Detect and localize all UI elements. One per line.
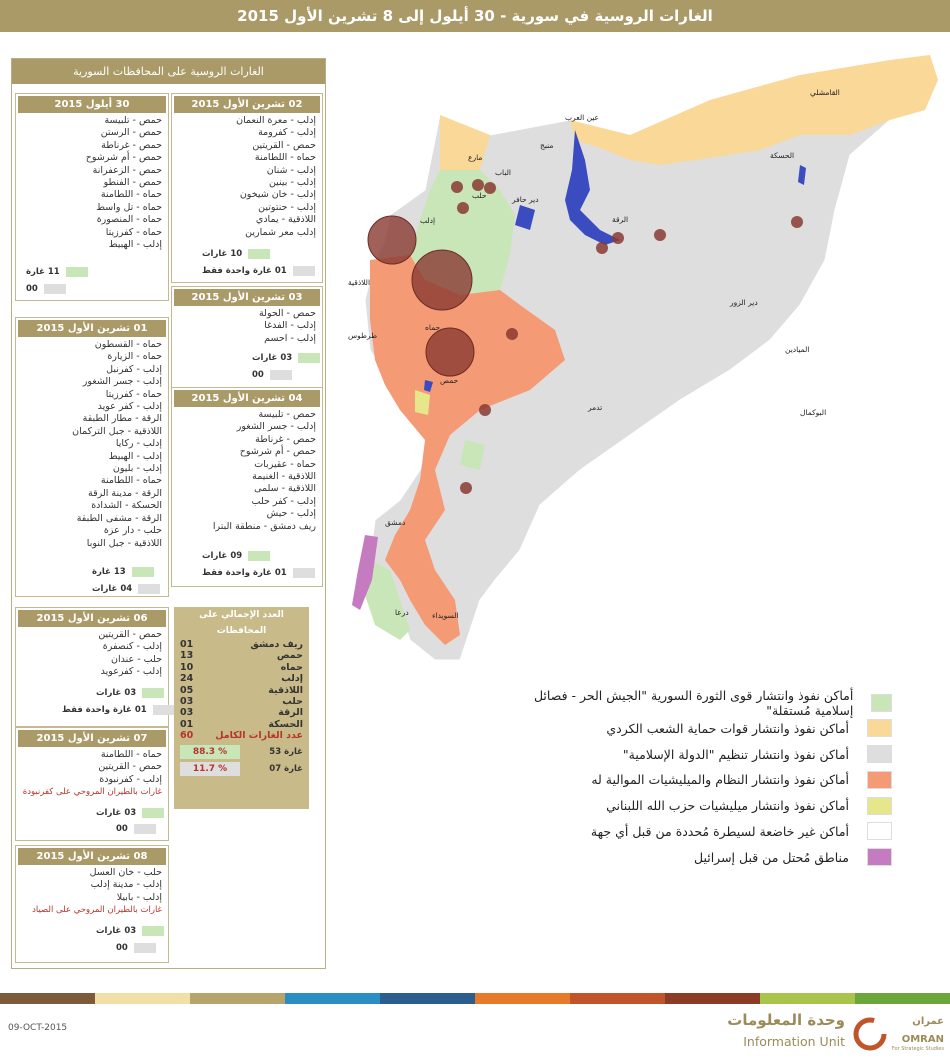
- totals-value: 13: [180, 650, 194, 662]
- map-legend: [520, 687, 892, 871]
- day-oct01: [15, 317, 169, 597]
- totals-governorate: حماه: [280, 661, 303, 673]
- totals-governorate: الحسكة: [268, 718, 303, 730]
- legend-swatch: [867, 848, 892, 866]
- strike-location: حماه - اللطامنة: [100, 749, 162, 760]
- strike-count: 03 غارات: [96, 688, 164, 698]
- city-latakia: اللاذقية: [348, 278, 371, 287]
- strike-location: الرقة - مدينة الرقة: [88, 487, 162, 499]
- strike-location: حمص - أم شرشوح: [85, 152, 162, 164]
- strike-location: إدلب - كفرنبل: [106, 363, 162, 375]
- logo-subtitle: For Strategic Studies: [891, 1046, 944, 1052]
- strike-location: حمص - الحولة: [258, 308, 316, 319]
- city-deirhafer: دير حافر: [512, 195, 539, 204]
- strike-dot: [654, 229, 666, 241]
- legend-swatch: [867, 822, 892, 840]
- syria-map: [330, 40, 940, 675]
- legend-item: [520, 793, 892, 818]
- day-header: 30 أيلول 2015: [18, 96, 166, 113]
- totals-value: 03: [180, 707, 194, 719]
- city-idlib: إدلب: [420, 216, 436, 225]
- totals-governorate: إدلب: [281, 673, 303, 685]
- legend-swatch: [871, 694, 892, 712]
- totals-row: [174, 685, 309, 696]
- strike-count: 03 غارات: [252, 353, 320, 363]
- swatch-green: [248, 249, 270, 259]
- strike-circle-homs: [426, 328, 474, 376]
- totals-value: 01: [180, 639, 194, 650]
- strike-location: حمص - غرناطة: [101, 139, 162, 151]
- strike-location: حمص - أم شرشوح: [239, 446, 316, 458]
- legend-swatch: [867, 719, 892, 737]
- strike-location: اللاذقية - جبل النوبا: [86, 537, 162, 549]
- city-raqqa: الرقة: [612, 215, 629, 224]
- strike-location: الرقة - مشفى الطبقة: [76, 512, 162, 524]
- swatch-gray: [293, 266, 315, 276]
- strike-location: إدلب - مدينة إدلب: [90, 879, 162, 891]
- stripe: [570, 993, 665, 1004]
- strike-list: [172, 115, 322, 239]
- strike-location: إدلب - ركايا: [115, 438, 162, 450]
- totals-row: [174, 707, 309, 718]
- strike-location: إدلب - كفرنبودة: [99, 773, 162, 785]
- strike-dot: [791, 216, 803, 228]
- strike-dot: [451, 181, 463, 193]
- strike-dot: [612, 232, 624, 244]
- strike-location: إدلب - كفرومة: [258, 127, 316, 139]
- strike-location: إدلب - معرة النعمان: [236, 115, 316, 126]
- totals-value: 10: [180, 661, 194, 673]
- swatch-gray: [138, 584, 160, 594]
- totals-governorate: حلب: [282, 696, 303, 708]
- stripe: [380, 993, 475, 1004]
- strike-dot: [506, 328, 518, 340]
- strike-count-other: 00: [116, 824, 156, 834]
- strike-count: 10 غارات: [202, 249, 270, 259]
- strike-location: حماه - تل واسط: [96, 201, 162, 213]
- legend-item: [520, 716, 892, 741]
- strike-location: إدلب - خان شيخون: [239, 189, 316, 201]
- city-hasakah: الحسكة: [770, 151, 795, 160]
- strike-location: حماه - المنصورة: [96, 214, 162, 226]
- strike-list: [16, 339, 168, 550]
- totals-governorate: حمص: [276, 650, 303, 662]
- totals-value: 01: [180, 718, 194, 730]
- strike-location: حمص - الرستن: [100, 127, 162, 139]
- city-mayadin: الميادين: [785, 345, 810, 354]
- strike-location: حمص - الزعفرانة: [92, 164, 162, 176]
- city-tartus: طرطوس: [348, 331, 378, 340]
- strike-location: حماه - عقيربات: [254, 458, 316, 470]
- legend-label: أماكن نفوذ وانتشار ميليشيات حزب الله اللبناني: [606, 798, 849, 814]
- strikes-panel: [11, 58, 326, 969]
- strike-location: إدلب - احسم: [264, 332, 316, 344]
- city-aleppo: حلب: [472, 191, 487, 200]
- city-hama: حماه: [425, 323, 441, 332]
- totals-row: [174, 639, 309, 650]
- stripe: [95, 993, 190, 1004]
- totals-row: [174, 696, 309, 707]
- strike-count: 13 غارة: [92, 567, 154, 577]
- strike-location: إدلب - كفرعويد: [100, 666, 162, 678]
- city-manbij: منبج: [540, 141, 554, 150]
- city-homs: حمص: [440, 376, 459, 385]
- strike-count: 11 غارة: [26, 267, 88, 277]
- logo-text-en: OMRAN: [901, 1034, 944, 1045]
- strike-dot: [596, 242, 608, 254]
- strike-location: ريف دمشق - منطقة البترا: [212, 520, 316, 532]
- totals-row: [174, 662, 309, 673]
- strike-location: حلب - عندان: [111, 653, 162, 665]
- omran-logo-icon: [852, 1016, 888, 1052]
- strike-location: حمص - تلبيسة: [258, 409, 316, 420]
- strike-dot: [460, 482, 472, 494]
- totals-row: [174, 719, 309, 730]
- helicopter-note: غارات بالطيران المروحي على الصياد: [32, 905, 162, 916]
- strike-location: إدلب - جسر الشغور: [82, 376, 162, 388]
- strike-dot: [472, 179, 484, 191]
- city-palmyra: تدمر: [588, 403, 603, 412]
- strike-location: حمص - القريتين: [98, 629, 162, 640]
- swatch-gray: [153, 705, 175, 715]
- day-header: 07 تشرين الأول 2015: [18, 730, 166, 747]
- strike-location: إدلب - شنان: [266, 164, 316, 176]
- totals-row: [174, 673, 309, 684]
- strike-location: حماه - اللطامنة: [100, 475, 162, 487]
- swatch-gray: [270, 370, 292, 380]
- totals-row: [174, 650, 309, 661]
- city-deirzor: دير الزور: [730, 298, 758, 307]
- strike-count-other: 01 غارة واحدة فقط: [202, 568, 315, 578]
- legend-label: أماكن نفوذ وانتشار تنظيم "الدولة الإسلامية": [622, 746, 849, 762]
- legend-label: مناطق مُحتل من قبل إسرائيل: [693, 849, 849, 865]
- swatch-gray: [134, 824, 156, 834]
- totals-value: 05: [180, 684, 194, 696]
- kurdish-region: [570, 55, 938, 165]
- totals-header: العدد الإجمالي على المحافظات: [199, 610, 284, 636]
- strike-location: حمص - القريتين: [98, 761, 162, 773]
- legend-swatch: [867, 797, 892, 815]
- city-marea: مارع: [468, 153, 483, 162]
- strike-location: اللاذقية - الغنيمة: [252, 471, 316, 483]
- strike-list: [16, 867, 168, 904]
- stripe: [855, 993, 950, 1004]
- swatch-green: [298, 353, 320, 363]
- totals-value: 03: [180, 696, 194, 708]
- strike-location: حماه - اللطامنة: [100, 189, 162, 201]
- stripe: [760, 993, 855, 1004]
- legend-label: أماكن نفوذ وانتشار قوى الثورة السورية "الجيش الحر - فصائل إسلامية مُستقلة": [533, 687, 854, 718]
- strike-list: [172, 409, 322, 533]
- swatch-green: [142, 926, 164, 936]
- city-damascus: دمشق: [385, 518, 406, 527]
- strike-location: حمص - تلبيسة: [104, 115, 162, 126]
- strike-list: [16, 115, 168, 251]
- strike-location: إدلب - الفدغا: [264, 320, 316, 332]
- strike-dot: [457, 202, 469, 214]
- strike-circle-hama: [412, 250, 472, 310]
- color-stripes: [0, 993, 950, 1004]
- strike-location: إدلب - جسر الشغور: [236, 421, 316, 433]
- legend-item: [520, 742, 892, 767]
- city-daraa: درعا: [395, 608, 409, 617]
- strike-location: إدلب - الهبيط: [108, 450, 162, 462]
- strike-location: الحسكة - الشدادة: [91, 500, 162, 512]
- swatch-green: [248, 551, 270, 561]
- strike-count-other: 00: [252, 370, 292, 380]
- totals-value: 24: [180, 673, 194, 685]
- footer-branding: [710, 1006, 950, 1061]
- panel-title: الغارات الروسية على المحافظات السورية: [12, 59, 325, 84]
- day-header: 01 تشرين الأول 2015: [18, 320, 166, 337]
- strike-location: حمص - غرناطة: [255, 433, 316, 445]
- strike-list: [172, 308, 322, 345]
- strike-count-other: 00: [26, 284, 66, 294]
- strike-location: إدلب - الهبيط: [108, 239, 162, 251]
- strike-count: 09 غارات: [202, 551, 270, 561]
- city-qamishli: القامشلي: [810, 88, 840, 97]
- swatch-green: [66, 267, 88, 277]
- pct-value: 88.3 %: [180, 745, 240, 759]
- strike-count: 03 غارات: [96, 926, 164, 936]
- strike-location: حماه - كفرزيتا: [105, 226, 162, 238]
- totals-box: [174, 607, 309, 809]
- day-header: 06 تشرين الأول 2015: [18, 610, 166, 627]
- pct-count: 53 غارة: [269, 746, 303, 757]
- strike-count-other: 04 غارات: [92, 584, 160, 594]
- totals-rows: [174, 639, 309, 730]
- swatch-green: [132, 567, 154, 577]
- strike-location: إدلب - بينين: [268, 177, 316, 189]
- strike-location: حلب - خان العسل: [89, 867, 162, 878]
- pct-count: 07 غارة: [269, 763, 303, 774]
- totals-total-row: [174, 730, 309, 741]
- swatch-green: [142, 808, 164, 818]
- totals-governorate: اللاذقية: [268, 684, 303, 696]
- strike-location: حماه - الزيارة: [107, 351, 162, 363]
- strike-location: إدلب معر شمارين: [245, 226, 316, 238]
- total-label: عدد الغارات الكامل: [215, 730, 303, 742]
- strike-count: 03 غارات: [96, 808, 164, 818]
- strike-location: اللاذقية - سلمى: [254, 483, 316, 495]
- stripe: [190, 993, 285, 1004]
- pct-row: [174, 745, 309, 759]
- logo-text-ar: عمران: [912, 1016, 944, 1027]
- publish-date: 09-OCT-2015: [8, 1023, 68, 1033]
- helicopter-note: غارات بالطيران المروحي على كفرنبودة: [22, 787, 162, 798]
- strike-location: إدلب - كنصفرة: [102, 641, 162, 653]
- day-header: 03 تشرين الأول 2015: [174, 289, 320, 306]
- strike-location: الرقة - مطار الطبقة: [82, 413, 162, 425]
- strike-count-other: 01 غارة واحدة فقط: [62, 705, 175, 715]
- swatch-gray: [134, 943, 156, 953]
- strike-dot: [479, 404, 491, 416]
- strike-location: حمص - القريتين: [252, 139, 316, 151]
- legend-label: أماكن غير خاضعة لسيطرة مُحددة من قبل أي جهة: [590, 823, 849, 839]
- strike-count-other: 00: [116, 943, 156, 953]
- swatch-gray: [44, 284, 66, 294]
- stripe: [285, 993, 380, 1004]
- legend-item: [520, 767, 892, 792]
- strike-location: اللاذقية - جبل التركمان: [72, 425, 162, 437]
- city-ainarab: عين العرب: [565, 113, 600, 122]
- totals-governorate: الرقة: [278, 707, 303, 719]
- swatch-green: [142, 688, 164, 698]
- city-sweida: السويداء: [432, 611, 459, 620]
- stripe: [665, 993, 760, 1004]
- strike-location: إدلب - كفر عويد: [97, 401, 162, 413]
- legend-label: أماكن نفوذ وانتشار قوات حماية الشعب الكردي: [606, 720, 849, 736]
- legend-swatch: [867, 771, 892, 789]
- strike-location: اللاذقية - يمادي: [255, 214, 316, 226]
- day-header: 02 تشرين الأول 2015: [174, 96, 320, 113]
- strike-location: حلب - دار عزة: [103, 525, 162, 537]
- strike-count-other: 01 غارة واحدة فقط: [202, 266, 315, 276]
- swatch-gray: [293, 568, 315, 578]
- city-bukamal: البوكمال: [800, 408, 827, 417]
- strike-list: [16, 749, 168, 786]
- legend-item: [520, 819, 892, 844]
- legend-swatch: [867, 745, 892, 763]
- day-header: 08 تشرين الأول 2015: [18, 848, 166, 865]
- legend-item: [520, 687, 892, 718]
- strike-location: إدلب - بليون: [112, 463, 162, 475]
- city-bab: الباب: [495, 168, 511, 177]
- strike-location: حماه - كفرزيتا: [105, 388, 162, 400]
- stripe: [0, 993, 95, 1004]
- legend-label: أماكن نفوذ وانتشار النظام والميليشيات الموالية له: [591, 772, 849, 788]
- unit-name-ar: وحدة المعلومات: [727, 1011, 845, 1029]
- day-oct03: [171, 286, 323, 388]
- strike-location: حماه - القسطون: [94, 339, 162, 350]
- totals-governorate: ريف دمشق: [250, 639, 303, 650]
- strike-location: إدلب - حنتوتين: [258, 201, 316, 213]
- strike-location: حماه - اللطامنة: [254, 152, 316, 164]
- legend-item: [520, 845, 892, 870]
- pct-row: [174, 762, 309, 776]
- page-title: الغارات الروسية في سورية - 30 أيلول إلى 8 تشرين الأول 2015: [0, 0, 950, 32]
- unit-name-en: Information Unit: [743, 1034, 845, 1049]
- strike-list: [16, 629, 168, 679]
- stripe: [475, 993, 570, 1004]
- strike-location: إدلب - حيش: [266, 508, 316, 520]
- strike-circle-idlib: [368, 216, 416, 264]
- strike-location: إدلب - بابيلا: [116, 891, 162, 903]
- day-header: 04 تشرين الأول 2015: [174, 390, 320, 407]
- strike-location: إدلب - كفر حلب: [251, 495, 316, 507]
- pct-value: 11.7 %: [180, 762, 240, 776]
- strike-location: حمص - الفنطو: [103, 177, 162, 189]
- total-value: 60: [180, 730, 194, 742]
